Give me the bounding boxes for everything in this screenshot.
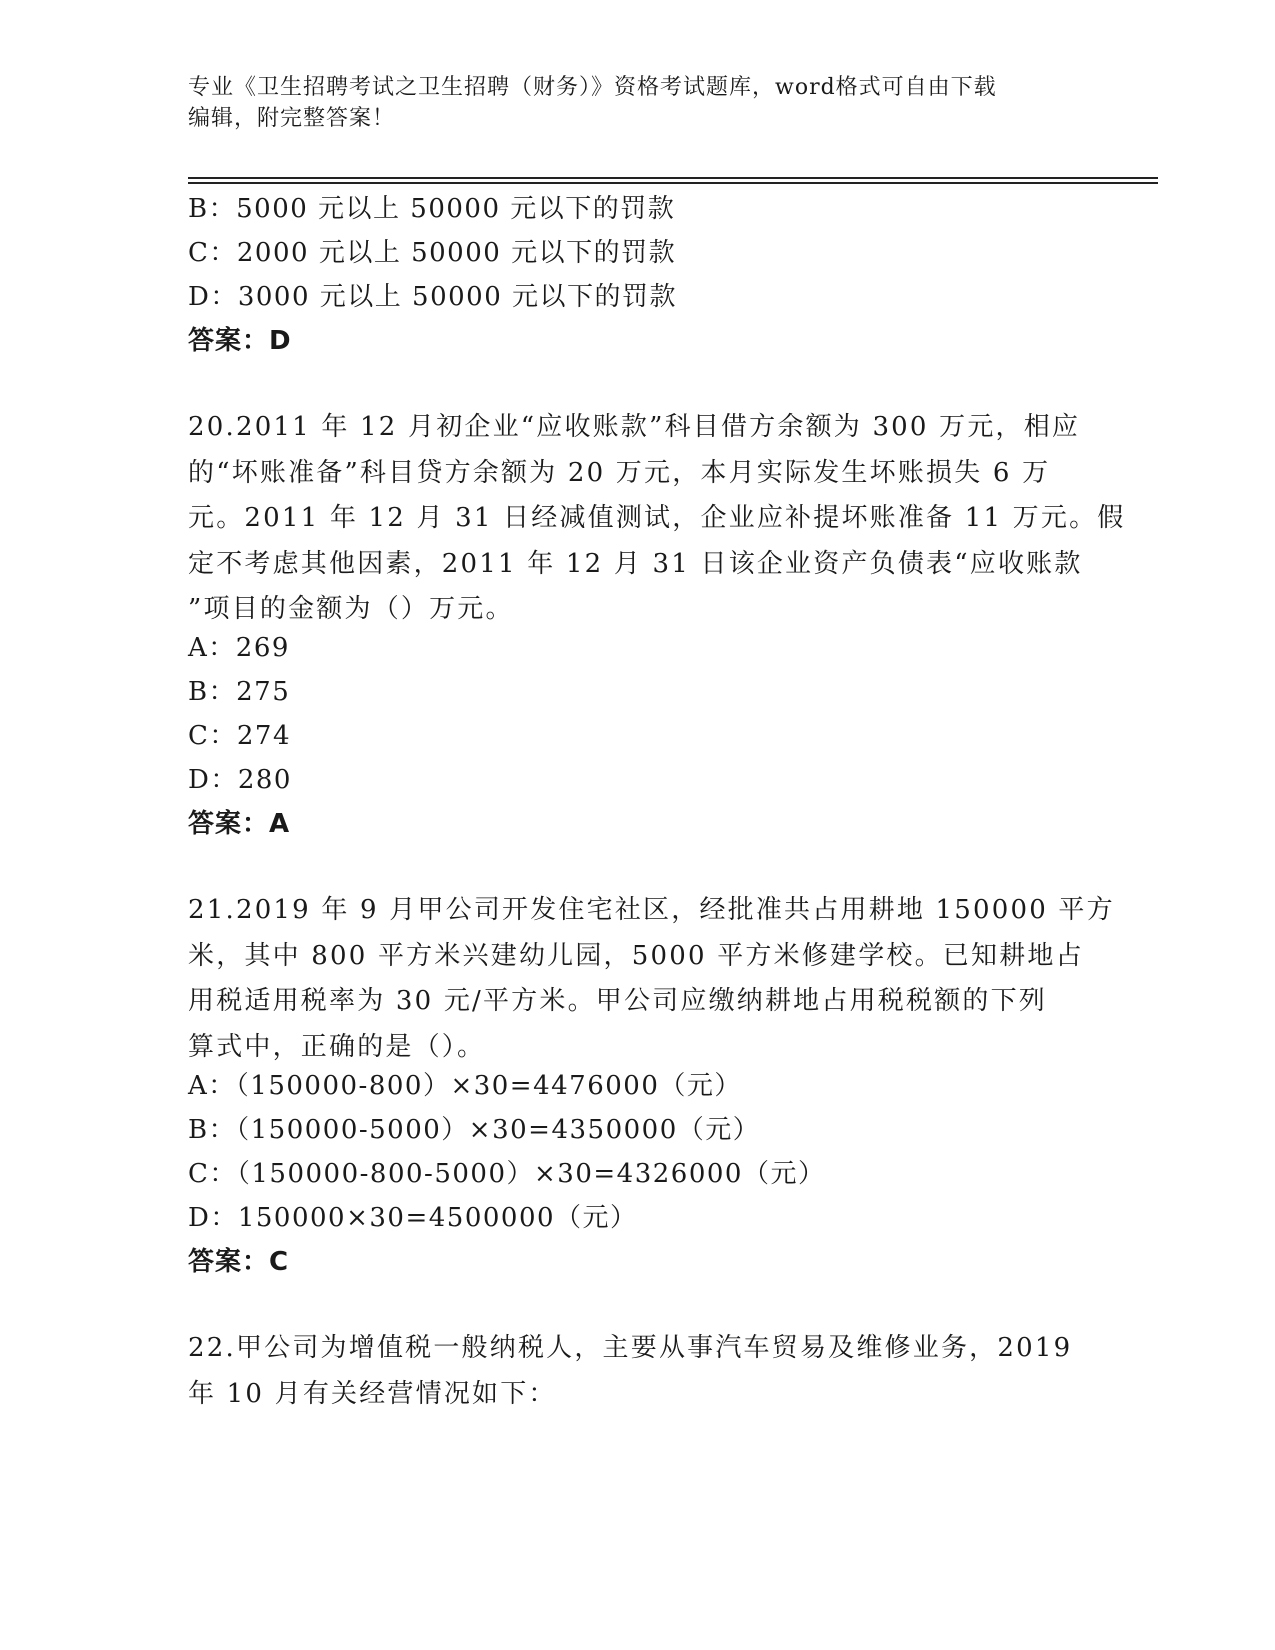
question-line: 定不考虑其他因素，2011 年 12 月 31 日该企业资产负债表“应收账款 (188, 548, 1083, 579)
header-line-1: 专业《卫生招聘考试之卫生招聘（财务）》资格考试题库，word格式可自由下载 (188, 75, 997, 100)
question-line: 20.2011 年 12 月初企业“应收账款”科目借方余额为 300 万元，相应 (188, 412, 1081, 442)
answer-label: 答案：C (188, 1247, 290, 1277)
option-d: D：3000 元以上 50000 元以下的罚款 (188, 282, 678, 312)
question-line: 米，其中 800 平方米兴建幼儿园，5000 平方米修建学校。已知耕地占 (188, 940, 1084, 971)
option-b: B：275 (188, 677, 291, 707)
question-line: 元。2011 年 12 月 31 日经减值测试，企业应补提坏账准备 11 万元。假 (188, 503, 1126, 533)
answer-label: 答案：A (188, 809, 291, 839)
option-b: B：5000 元以上 50000 元以下的罚款 (188, 194, 676, 224)
question-line: 用税适用税率为 30 元/平方米。甲公司应缴纳耕地占用税税额的下列 (188, 986, 1047, 1016)
question-line: 算式中，正确的是（）。 (188, 1031, 486, 1062)
question-line: ”项目的金额为（）万元。 (188, 594, 514, 624)
option-c: C：274 (188, 721, 292, 751)
header-line-2: 编辑，附完整答案！ (188, 106, 396, 131)
header-divider-bottom (188, 182, 1158, 184)
option-a: A：（150000-800）×30=4476000（元） (188, 1071, 742, 1101)
option-a: A：269 (188, 633, 290, 663)
question-line: 21.2019 年 9 月甲公司开发住宅社区，经批准共占用耕地 150000 平方 (188, 895, 1115, 925)
document-header (188, 72, 1068, 134)
option-c: C：2000 元以上 50000 元以下的罚款 (188, 238, 677, 268)
option-d: D：280 (188, 765, 292, 795)
question-line: 22.甲公司为增值税一般纳税人，主要从事汽车贸易及维修业务，2019 (188, 1333, 1073, 1363)
question-20-text (188, 405, 1126, 633)
answer-label: 答案：D (188, 326, 292, 356)
option-d: D：150000×30=4500000（元） (188, 1203, 638, 1233)
question-21-text (188, 888, 1115, 1070)
header-divider-top (188, 177, 1158, 179)
question-line: 年 10 月有关经营情况如下： (188, 1378, 557, 1409)
option-c: C：（150000-800-5000）×30=4326000（元） (188, 1159, 826, 1189)
option-b: B：（150000-5000）×30=4350000（元） (188, 1115, 761, 1145)
question-22-text (188, 1326, 1078, 1417)
question-line: 的“坏账准备”科目贷方余额为 20 万元，本月实际发生坏账损失 6 万 (188, 457, 1051, 488)
